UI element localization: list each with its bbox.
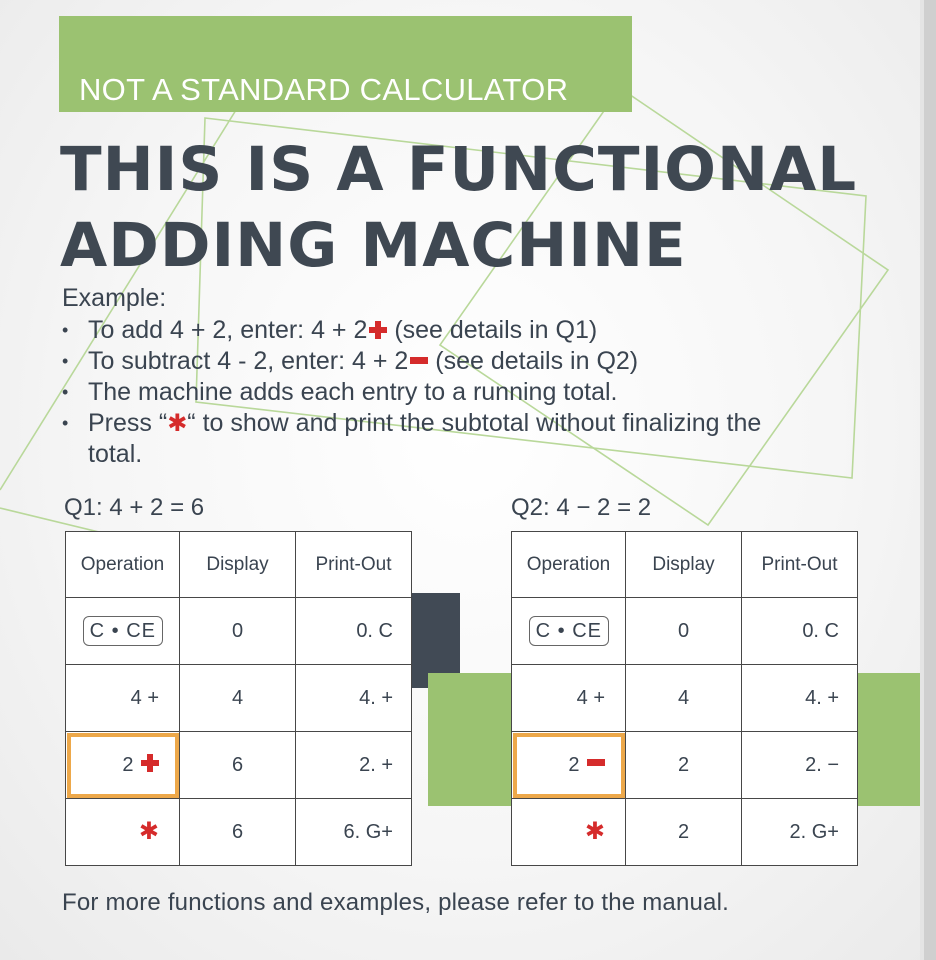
bullet-text: The machine adds each entry to a running total.	[88, 378, 618, 406]
headline-line2: ADDING MACHINE	[60, 210, 687, 281]
bullet-text: Press “	[88, 409, 168, 437]
display-cell: 4	[180, 665, 296, 732]
display-cell: 2	[626, 732, 742, 799]
table-row	[512, 598, 858, 665]
printout-cell: 4. +	[296, 665, 412, 732]
subtotal-star-icon: ✱	[138, 817, 159, 845]
printout-cell: 6. G+	[296, 799, 412, 866]
q2-table	[511, 531, 858, 866]
column-header: Print-Out	[296, 532, 412, 598]
printout-cell: 2. +	[296, 732, 412, 799]
bullet-note: (see details in Q2)	[428, 347, 639, 375]
operation-cell-highlighted	[66, 732, 180, 799]
printout-cell: 2. G+	[742, 799, 858, 866]
printout-cell: 4. +	[742, 665, 858, 732]
table-row	[512, 799, 858, 866]
decorative-green-square-right	[856, 673, 920, 806]
table-row	[66, 732, 412, 799]
display-cell: 0	[626, 598, 742, 665]
q2-title: Q2: 4 − 2 = 2	[511, 494, 652, 521]
operation-cell	[66, 799, 180, 866]
display-cell: 6	[180, 732, 296, 799]
table-row	[66, 598, 412, 665]
display-cell: 2	[626, 799, 742, 866]
operation-cell	[66, 598, 180, 665]
operation-cell: 4 +	[66, 665, 180, 732]
column-header: Operation	[66, 532, 180, 598]
plus-icon	[141, 754, 159, 772]
list-item	[62, 346, 822, 377]
decorative-green-square	[428, 673, 514, 806]
q1-title: Q1: 4 + 2 = 6	[64, 494, 205, 521]
column-header: Display	[626, 532, 742, 598]
example-list	[62, 315, 822, 470]
minus-icon	[587, 759, 605, 766]
subtotal-star-icon: ✱	[584, 817, 605, 845]
operation-cell: 4 +	[512, 665, 626, 732]
column-header: Print-Out	[742, 532, 858, 598]
printout-cell: 0. C	[742, 598, 858, 665]
table-header-row	[512, 532, 858, 598]
subtotal-star-icon: ✱	[167, 410, 188, 437]
printout-cell: 2. −	[742, 732, 858, 799]
display-cell: 4	[626, 665, 742, 732]
display-cell: 6	[180, 799, 296, 866]
table-row	[512, 665, 858, 732]
example-heading: Example:	[62, 284, 167, 312]
bullet-note: (see details in Q1)	[387, 316, 598, 344]
bullet-text: To subtract 4 - 2, enter: 4 + 2	[88, 347, 409, 375]
minus-icon	[410, 357, 428, 364]
bullet-text: To add 4 + 2, enter: 4 + 2	[88, 316, 368, 344]
c-ce-key: C • CE	[83, 616, 163, 646]
printout-cell: 0. C	[296, 598, 412, 665]
display-cell: 0	[180, 598, 296, 665]
table-row	[66, 665, 412, 732]
operation-digit: 2	[122, 753, 134, 776]
list-item	[62, 315, 822, 346]
column-header: Display	[180, 532, 296, 598]
list-item	[62, 377, 822, 408]
bullet-text: “ to show and print the subtotal without finalizing the total.	[88, 409, 762, 468]
q1-table	[65, 531, 412, 866]
headline	[60, 132, 857, 284]
banner-label: NOT A STANDARD CALCULATOR	[79, 72, 569, 107]
column-header: Operation	[512, 532, 626, 598]
headline-line1: THIS IS A FUNCTIONAL	[60, 134, 858, 205]
table-header-row	[66, 532, 412, 598]
c-ce-key: C • CE	[529, 616, 609, 646]
operation-digit: 2	[568, 753, 580, 776]
table-row	[66, 799, 412, 866]
footer-note: For more functions and examples, please refer to the manual.	[62, 889, 730, 916]
operation-cell	[512, 598, 626, 665]
table-row	[512, 732, 858, 799]
operation-cell-highlighted	[512, 732, 626, 799]
list-item	[62, 408, 822, 470]
operation-cell	[512, 799, 626, 866]
banner	[59, 16, 632, 112]
plus-icon	[369, 321, 387, 339]
